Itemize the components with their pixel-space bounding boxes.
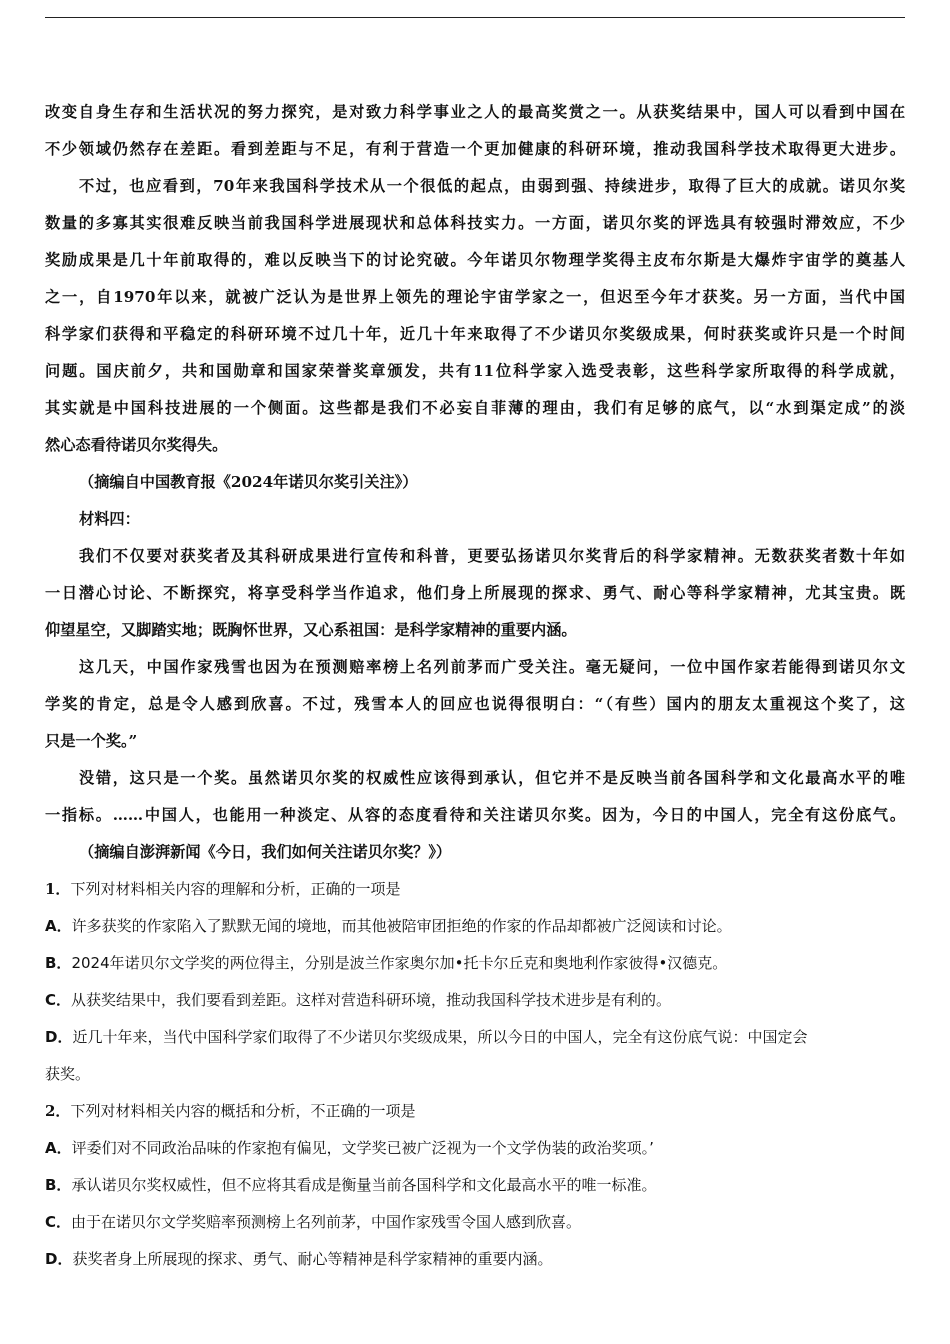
q2-option-c[interactable]: [45, 1204, 905, 1241]
passage-line: 问题。国庆前夕，共和国勋章和国家荣誉奖章颁发，共有11位科学家入选受表彰，这些科学家所取得的科学成就，: [45, 362, 905, 380]
q1-option-b[interactable]: [45, 945, 905, 982]
option-label: D．: [45, 1250, 73, 1268]
passage-line: 不少领域仍然存在差距。看到差距与不足，有利于营造一个更加健康的科研环境，推动我国科学技术取得更大进步。: [45, 140, 905, 158]
passage-line: 奖励成果是几十年前取得的，难以反映当下的讨论究破。今年诺贝尔物理学奖得主皮布尔斯是大爆炸宇宙学的奠基人: [45, 251, 905, 269]
option-text: 从获奖结果中，我们要看到差距。这样对营造科研环境，推动我国科学技术进步是有利的。: [71, 991, 672, 1009]
option-text: 承认诺贝尔奖权威性，但不应将其看成是衡量当前各国科学和文化最高水平的唯一标准。: [71, 1176, 657, 1194]
option-label: A．: [45, 1139, 72, 1157]
option-text: 许多获奖的作家陷入了默默无闻的境地，而其他被陪审团拒绝的作家的作品却都被广泛阅读和讨论。: [71, 917, 732, 935]
option-text: 由于在诺贝尔文学奖赔率预测榜上名列前茅，中国作家残雪令国人感到欣喜。: [71, 1213, 582, 1231]
question-2-stem: [45, 1093, 905, 1130]
passage-line: 一日潜心讨论、不断探究，将享受科学当作追求，他们身上所展现的探求、勇气、耐心等科学家精神，尤其宝贵。既: [45, 584, 905, 602]
passage-line: 只是一个奖。”: [45, 732, 138, 750]
option-label: B．: [45, 1176, 72, 1194]
q2-option-b[interactable]: [45, 1167, 905, 1204]
q2-option-a[interactable]: [45, 1130, 905, 1167]
option-text: 2024年诺贝尔文学奖的两位得主，分别是波兰作家奥尔加•托卡尔丘克和奥地利作家彼得•汉德克。: [71, 954, 728, 972]
option-text: 近几十年来，当代中国科学家们取得了不少诺贝尔奖级成果，所以今日的中国人，完全有这份底气说：中国定会: [72, 1028, 808, 1046]
passage-line: 之一，自1970年以来，就被广泛认为是世界上领先的理论宇宙学家之一，但迟至今年才获奖。另一方面，当代中国: [45, 288, 905, 306]
passage-line: 没错，这只是一个奖。虽然诺贝尔奖的权威性应该得到承认，但它并不是反映当前各国科学和文化最高水平的唯: [79, 769, 905, 787]
q2-option-d[interactable]: [45, 1241, 905, 1278]
passage-line: 仰望星空，又脚踏实地；既胸怀世界，又心系祖国：是科学家精神的重要内涵。: [45, 621, 577, 639]
passage-line: 一指标。……中国人，也能用一种淡定、从容的态度看待和关注诺贝尔奖。因为，今日的中国人，完全有这份底气。: [45, 806, 905, 824]
question-number: 1．: [45, 880, 71, 898]
document-body: [45, 94, 905, 1278]
option-label: C．: [45, 1213, 72, 1231]
passage-line: 这几天，中国作家残雪也因为在预测赔率榜上名列前茅而广受关注。毫无疑问，一位中国作家若能得到诺贝尔文: [79, 658, 905, 676]
passage-line: 科学家们获得和平稳定的科研环境不过几十年，近几十年来取得了不少诺贝尔奖级成果，何时获奖或许只是一个时间: [45, 325, 905, 343]
option-label: C．: [45, 991, 72, 1009]
question-1-stem: [45, 871, 905, 908]
source-citation: （摘编自澎湃新闻《今日，我们如何关注诺贝尔奖？》）: [79, 843, 452, 861]
passage-line: 其实就是中国科技进展的一个侧面。这些都是我们不必妄自菲薄的理由，我们有足够的底气，以“水到渠定成”的淡: [45, 399, 905, 417]
passage-line: 不过，也应看到，70年来我国科学技术从一个很低的起点，由弱到强、持续进步，取得了巨大的成就。诺贝尔奖: [79, 177, 905, 195]
option-text: 评委们对不同政治品味的作家抱有偏见，文学奖已被广泛视为一个文学伪装的政治奖项。’: [71, 1139, 654, 1157]
question-number: 2．: [45, 1102, 71, 1120]
option-label: B．: [45, 954, 72, 972]
source-citation: （摘编自中国教育报《2024年诺贝尔奖引关注》）: [79, 473, 418, 491]
option-label: D．: [45, 1028, 73, 1046]
passage-line: 改变自身生存和生活状况的努力探究，是对致力科学事业之人的最高奖赏之一。从获奖结果中，国人可以看到中国在: [45, 103, 905, 121]
q1-option-d-continuation: 获奖。: [45, 1065, 91, 1083]
option-text: 获奖者身上所展现的探求、勇气、耐心等精神是科学家精神的重要内涵。: [72, 1250, 553, 1268]
header-rule: [45, 17, 905, 18]
passage-line: 然心态看待诺贝尔奖得失。: [45, 436, 228, 454]
material-heading: 材料四：: [79, 510, 140, 528]
q1-option-a[interactable]: [45, 908, 905, 945]
passage-line: 学奖的肯定，总是令人感到欣喜。不过，残雪本人的回应也说得很明白：“（有些）国内的朋友太重视这个奖了，这: [45, 695, 905, 713]
passage-line: 我们不仅要对获奖者及其科研成果进行宣传和科普，更要弘扬诺贝尔奖背后的科学家精神。无数获奖者数十年如: [79, 547, 905, 565]
question-text: 下列对材料相关内容的概括和分析，不正确的一项是: [70, 1102, 416, 1120]
q1-option-d[interactable]: [45, 1019, 905, 1056]
q1-option-c[interactable]: [45, 982, 905, 1019]
option-label: A．: [45, 917, 72, 935]
passage-line: 数量的多寡其实很难反映当前我国科学进展现状和总体科技实力。一方面，诺贝尔奖的评选具有较强时滞效应，不少: [45, 214, 905, 232]
question-text: 下列对材料相关内容的理解和分析，正确的一项是: [70, 880, 401, 898]
